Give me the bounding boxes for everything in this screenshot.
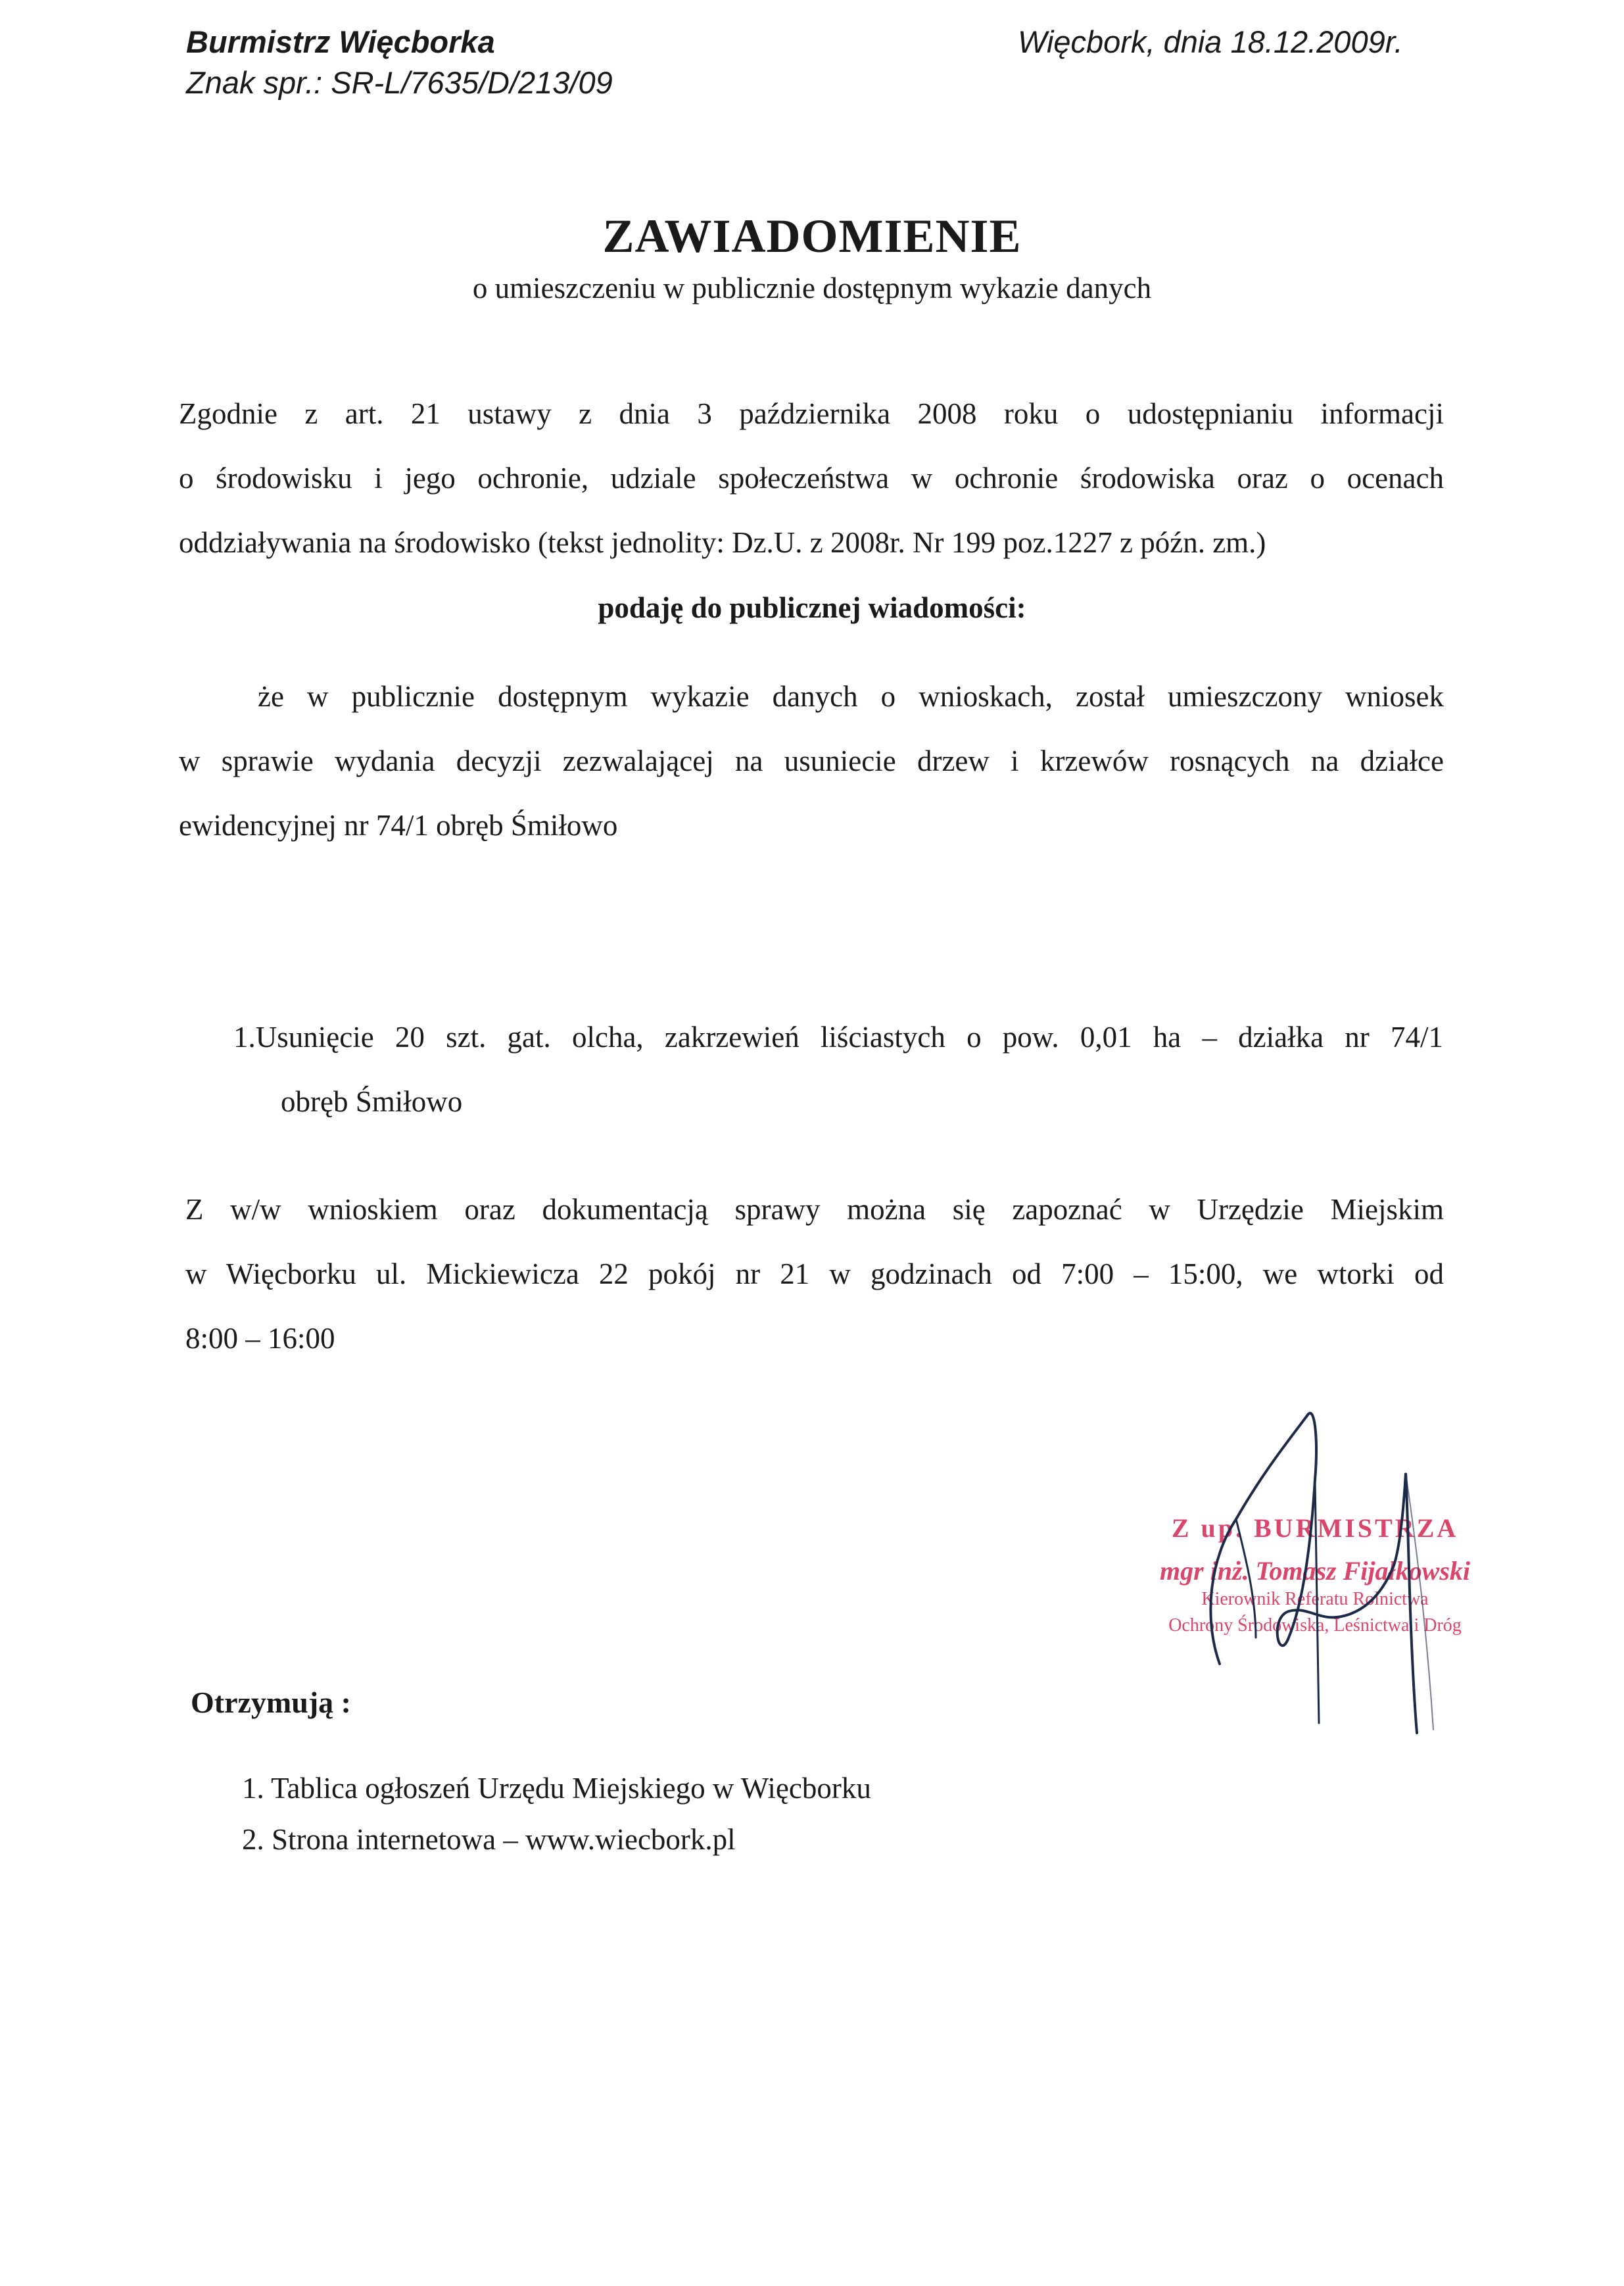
place-and-date: Więcbork, dnia 18.12.2009r. (1018, 24, 1403, 59)
paragraph-line: w sprawie wydania decyzji zezwalającej na usuniecie drzew i krzewów rosnących na działce (179, 744, 1444, 777)
list-item-number: 1. (233, 1021, 256, 1054)
stamp-line: Ochrony Środowiska, Leśnictwa i Dróg (1168, 1615, 1462, 1636)
stamp-line: Z up. BURMISTRZA (1171, 1513, 1459, 1543)
recipient-item: 2. Strona internetowa – www.wiecbork.pl (242, 1823, 736, 1856)
list-item-continuation: obręb Śmiłowo (281, 1085, 463, 1118)
recipients-list (242, 1763, 871, 1865)
paragraph-line: o środowisku i jego ochronie, udziale społeczeństwa w ochronie środowiska oraz o ocenach (179, 462, 1444, 495)
paragraph-line: 8:00 – 16:00 (185, 1322, 335, 1355)
office-info-paragraph (185, 1177, 1444, 1371)
list-item-text: Usunięcie 20 szt. gat. olcha, zakrzewień liściastych o pow. 0,01 ha – działka nr 74/1 (255, 1021, 1443, 1054)
document-subtitle: o umieszczeniu w publicznie dostępnym wykazie danych (472, 272, 1152, 304)
stamp-line: mgr inż. Tomasz Fijałkowski (1160, 1556, 1470, 1586)
handwritten-signature (1183, 1401, 1493, 1743)
paragraph-line: że w publicznie dostępnym wykazie danych o wnioskach, został umieszczony wniosek (258, 680, 1444, 713)
list-item (233, 1005, 1443, 1134)
issuer: Burmistrz Więcborka (186, 24, 495, 59)
recipient-item: 1. Tablica ogłoszeń Urzędu Miejskiego w Więcborku (242, 1772, 871, 1805)
paragraph-line: w Więcborku ul. Mickiewicza 22 pokój nr 21 w godzinach od 7:00 – 15:00, we wtorki od (185, 1257, 1444, 1290)
paragraph-line: Zgodnie z art. 21 ustawy z dnia 3 października 2008 roku o udostępnianiu informacji (179, 397, 1444, 430)
paragraph-line: oddziaływania na środowisko (tekst jednolity: Dz.U. z 2008r. Nr 199 poz.1227 z późn. zm.) (179, 526, 1266, 559)
legal-basis-paragraph (179, 381, 1444, 575)
paragraph-line: ewidencyjnej nr 74/1 obręb Śmiłowo (179, 809, 618, 842)
stamp-line: Kierownik Referatu Rolnictwa (1201, 1589, 1429, 1609)
document-title: ZAWIADOMIENIE (602, 210, 1022, 262)
recipients-heading: Otrzymują : (191, 1686, 351, 1719)
announcement-heading: podaję do publicznej wiadomości: (598, 591, 1026, 624)
list-item-line (233, 1005, 1443, 1069)
paragraph-line: Z w/w wnioskiem oraz dokumentacją sprawy można się zapoznać w Urzędzie Miejskim (185, 1193, 1444, 1226)
case-reference: Znak spr.: SR-L/7635/D/213/09 (186, 65, 613, 100)
notice-paragraph (179, 664, 1444, 858)
